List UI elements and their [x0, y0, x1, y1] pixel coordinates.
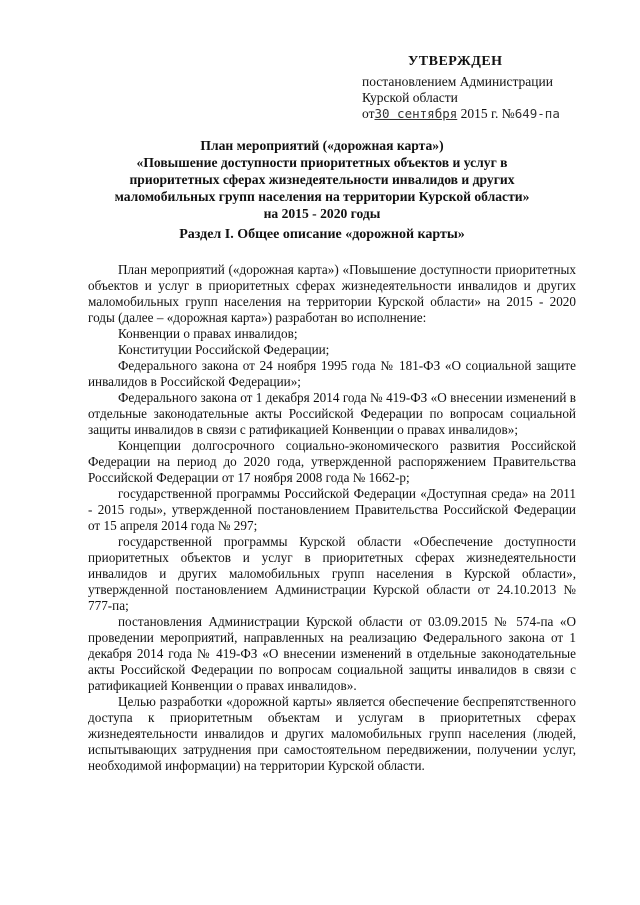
approval-heading: УТВЕРЖДЕН	[408, 54, 503, 69]
paragraph: Концепции долгосрочного социально-экономического развития Российской Федерации на период до 2020 года, утвержденной распоряжением Правительства Российской Федерации от 17 ноября 2008 года № 1662-р;	[88, 438, 576, 485]
title-line-5: на 2015 - 2020 годы	[263, 206, 381, 221]
date-prefix: от	[362, 106, 375, 121]
paragraph: государственной программы Курской области «Обеспечение доступности приоритетных объектов и услуг в приоритетных сферах жизнедеятельности инвалидов и других маломобильных групп населения в Курской области», утвержденной постановлением Администрации Курской области от 24.10.2013 № 777-па;	[88, 534, 576, 613]
paragraph: Федерального закона от 24 ноября 1995 года № 181-ФЗ «О социальной защите инвалидов в Российской Федерации»;	[88, 358, 576, 389]
paragraph: План мероприятий («дорожная карта») «Повышение доступности приоритетных объектов и услуг в приоритетных сферах жизнедеятельности инвалидов и других маломобильных групп населения на территории Курской области» на 2015 - 2020 годы (далее – «дорожная карта») разработан во исполнение:	[88, 262, 576, 325]
title-line-2: «Повышение доступности приоритетных объектов и услуг в	[136, 155, 508, 170]
document-body	[88, 258, 576, 774]
title-line-3: приоритетных сферах жизнедеятельности инвалидов и других	[129, 172, 515, 187]
paragraph: Конвенции о правах инвалидов;	[118, 326, 298, 341]
date-year: 2015 г. №	[457, 106, 515, 121]
approval-line-2: Курской области	[362, 90, 458, 105]
title-line-4: маломобильных групп населения на территории Курской области»	[114, 189, 530, 204]
approval-block	[362, 54, 612, 122]
approval-line-1: постановлением Администрации	[362, 74, 553, 89]
paragraph: постановления Администрации Курской области от 03.09.2015 № 574-па «О проведении мероприятий, направленных на реализацию Федерального закона от 1 декабря 2014 года № 419-ФЗ «О внесении изменений в отдельные законодательные акты Российской Федерации по вопросам социальной защиты инвалидов в связи с ратификацией Конвенции о правах инвалидов».	[88, 614, 576, 693]
paragraph: Конституции Российской Федерации;	[118, 342, 330, 357]
handwritten-date: 30 сентября	[374, 106, 458, 121]
handwritten-number: 649-па	[514, 106, 560, 121]
approval-date-line	[362, 106, 612, 122]
title-line-1: План мероприятий («дорожная карта»)	[200, 138, 444, 153]
paragraph: государственной программы Российской Федерации «Доступная среда» на 2011 - 2015 годы», утвержденной постановлением Правительства Российской Федерации от 15 апреля 2014 года № 297;	[88, 486, 576, 533]
paragraph: Федерального закона от 1 декабря 2014 года № 419-ФЗ «О внесении изменений в отдельные законодательные акты Российской Федерации по вопросам социальной защиты инвалидов в связи с ратификацией Конвенции о правах инвалидов»;	[88, 390, 576, 437]
document-title	[88, 137, 556, 222]
paragraph: Целью разработки «дорожной карты» является обеспечение беспрепятственного доступа к приоритетным объектам и услугам в приоритетных сферах жизнедеятельности инвалидов и других маломобильных групп населения (людей, испытывающих затруднения при самостоятельном передвижении, получении услуг, необходимой информации) на территории Курской области.	[88, 694, 576, 773]
section-title: Раздел I. Общее описание «дорожной карты»	[179, 227, 465, 242]
